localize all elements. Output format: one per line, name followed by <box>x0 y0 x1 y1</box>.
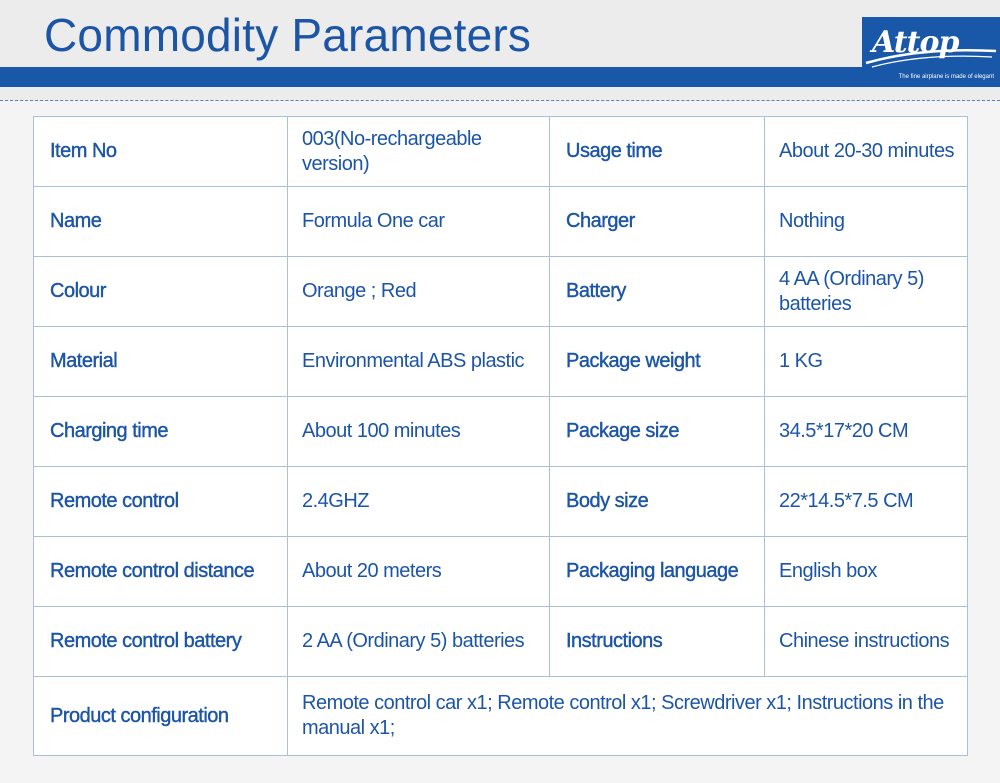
param-label: Package size <box>550 397 765 467</box>
param-value: English box <box>765 537 968 607</box>
param-value: 2.4GHZ <box>288 467 550 537</box>
param-value: 003(No-rechargeable version) <box>288 117 550 187</box>
param-label: Colour <box>34 257 288 327</box>
brand-logo <box>862 17 1000 84</box>
param-value: 4 AA (Ordinary 5) batteries <box>765 257 968 327</box>
param-value: Orange ; Red <box>288 257 550 327</box>
param-label: Material <box>34 327 288 397</box>
table-row <box>34 537 968 607</box>
param-label: Name <box>34 187 288 257</box>
config-value: Remote control car x1; Remote control x1; Screwdriver x1; Instructions in the manual x1; <box>288 677 968 756</box>
param-label: Remote control <box>34 467 288 537</box>
param-label: Charger <box>550 187 765 257</box>
table-row <box>34 327 968 397</box>
param-value: Chinese instructions <box>765 607 968 677</box>
config-label: Product configuration <box>34 677 288 756</box>
table-row <box>34 467 968 537</box>
param-value: About 20-30 minutes <box>765 117 968 187</box>
param-label: Instructions <box>550 607 765 677</box>
param-label: Packaging language <box>550 537 765 607</box>
param-value: 34.5*17*20 CM <box>765 397 968 467</box>
table-row <box>34 607 968 677</box>
dashed-divider <box>0 100 1000 101</box>
logo-tagline: The fine airplane is made of elegant <box>898 74 994 80</box>
param-label: Package weight <box>550 327 765 397</box>
param-label: Remote control distance <box>34 537 288 607</box>
table-row <box>34 117 968 187</box>
param-label: Charging time <box>34 397 288 467</box>
param-label: Remote control battery <box>34 607 288 677</box>
table-row <box>34 397 968 467</box>
table-row-configuration <box>34 677 968 756</box>
param-label: Battery <box>550 257 765 327</box>
param-value: 1 KG <box>765 327 968 397</box>
param-value: 2 AA (Ordinary 5) batteries <box>288 607 550 677</box>
param-value: 22*14.5*7.5 CM <box>765 467 968 537</box>
page-title: Commodity Parameters <box>44 9 532 61</box>
table-row <box>34 257 968 327</box>
param-label: Item No <box>34 117 288 187</box>
param-label: Body size <box>550 467 765 537</box>
param-value: Nothing <box>765 187 968 257</box>
param-value: Environmental ABS plastic <box>288 327 550 397</box>
param-label: Usage time <box>550 117 765 187</box>
logo-wordmark: Attop <box>872 25 959 60</box>
parameters-table <box>33 116 968 756</box>
param-value: Formula One car <box>288 187 550 257</box>
param-value: About 20 meters <box>288 537 550 607</box>
header-band <box>0 67 1000 87</box>
table-row <box>34 187 968 257</box>
param-value: About 100 minutes <box>288 397 550 467</box>
